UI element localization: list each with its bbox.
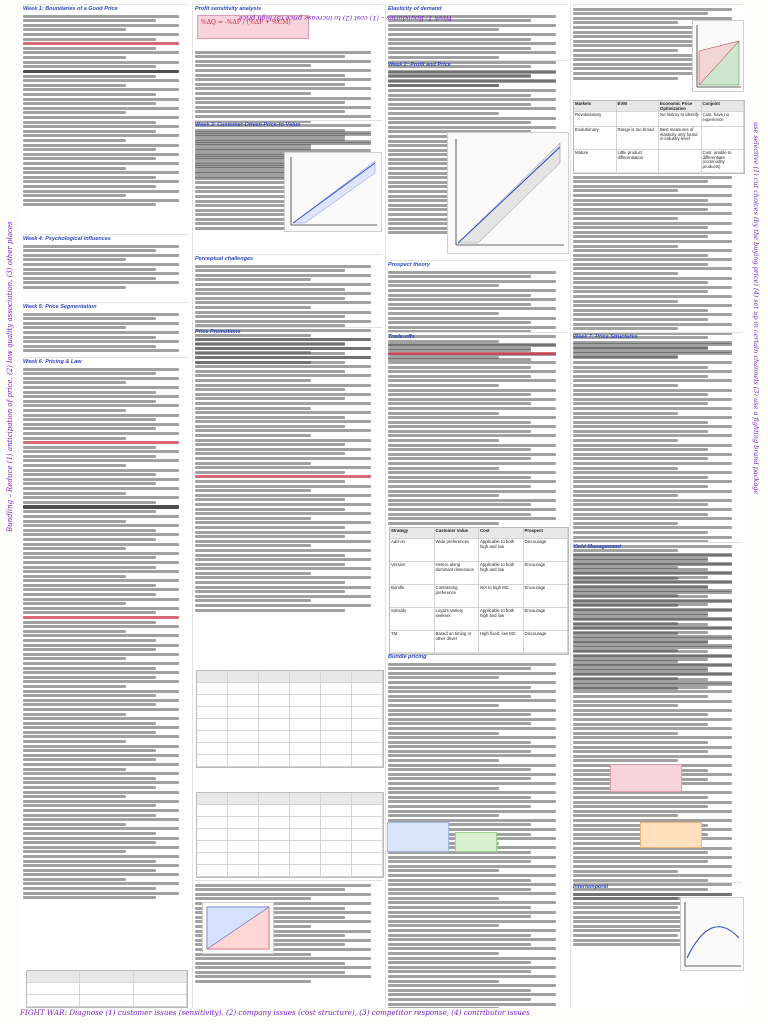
prospect-header: Prospect <box>524 528 569 538</box>
section-title: Week 7: Price Structures <box>573 334 638 340</box>
section-title: Perceptual challenges <box>195 256 254 262</box>
bottom-note: FIGHT WAR: Diagnose (1) customer issues (sensitivity), (2) company issues (cost structure), (3) competitor response, (4) contributor issues <box>20 1008 530 1017</box>
section-title: Bundle pricing <box>388 654 427 660</box>
section-title: Week 1: Boundaries of a Good Price <box>23 6 118 12</box>
markets-table <box>573 100 745 174</box>
diagram-box <box>387 822 449 852</box>
conjoint-header: Conjoint <box>702 101 745 111</box>
demand-curve-chart <box>447 132 569 254</box>
top-margin-note: Week 1: Boundaries – (1) cost (2) to increase price (3) high price <box>238 14 452 22</box>
cheat-sheet <box>6 2 760 1008</box>
section-title: Prospect theory <box>388 262 430 268</box>
table-cell <box>702 127 745 149</box>
column-3 <box>385 2 571 1008</box>
data-table-2 <box>196 792 384 878</box>
table-cell: Best measures of elasticity only found in industry-level <box>659 127 702 149</box>
section-boundaries <box>23 4 189 208</box>
table-cell <box>617 112 660 126</box>
data-table <box>196 670 384 768</box>
column-1 <box>20 2 193 1008</box>
intertemporal-svg <box>681 898 743 970</box>
evm-header: EVM <box>617 101 660 111</box>
table-cell: Mature <box>574 150 617 172</box>
section-title: Trade-offs <box>388 334 415 340</box>
section-trade-offs <box>388 332 567 526</box>
cost-header: Cost <box>479 528 524 538</box>
table-cell: Cust. have no experience <box>702 112 745 126</box>
table-cell: High fixed; low MC <box>479 631 524 653</box>
table-cell: Encourage <box>524 562 569 584</box>
table-cell: Revolutionary <box>574 112 617 126</box>
table-cell: Add-on <box>390 539 435 561</box>
table-cell: No history to identify <box>659 112 702 126</box>
formula: %ΔQ = -%ΔP / (%ΔP + %CM) <box>201 19 291 26</box>
table-cell: Based on timing or other driver <box>435 631 480 653</box>
column-2 <box>192 2 386 1008</box>
diagram-box <box>455 832 497 852</box>
table-cell: Wide preferences <box>435 539 480 561</box>
mini-table <box>26 970 188 1008</box>
table-cell: N/A to high MC <box>479 585 524 607</box>
section-psychological <box>23 234 189 291</box>
table-cell: TM <box>390 631 435 653</box>
demand-curve-svg <box>448 133 568 253</box>
table-cell: Version <box>390 562 435 584</box>
table-cell: Loyal's Variety seekers <box>435 608 480 630</box>
highlight-box <box>640 822 702 848</box>
section-title: Yield Management <box>573 544 622 550</box>
section-title: Profit sensitivity analysis <box>195 6 262 12</box>
price-quality-svg <box>203 903 273 953</box>
table-cell: Applicable to both high and low <box>479 539 524 561</box>
table-cell: Evolutionary <box>574 127 617 149</box>
table-cell: Encourage <box>524 585 569 607</box>
table-cell: Cust. unable to differentiate (commodity products) <box>702 150 745 172</box>
section-title: Week 4: Psychological Influences <box>23 236 111 242</box>
value-map-svg <box>285 153 381 231</box>
section-title: Week 6: Pricing & Law <box>23 359 82 365</box>
table-cell <box>659 150 702 172</box>
customer-value-header: Customer Value <box>435 528 480 538</box>
stacked-bar-chart <box>692 20 744 92</box>
table-cell: Contrasting preference <box>435 585 480 607</box>
price-quality-chart <box>202 902 274 954</box>
value-map-chart <box>284 152 382 232</box>
left-margin-note: Bundling – Reduce (1) anticipation of price, (2) low quality association, (3) other places <box>6 221 14 532</box>
right-margin-note: use selective (1) cut choices (by the buying price) (4) set up in certain channels (3) use a fighting brand package <box>752 122 760 495</box>
table-cell: Bundle <box>390 585 435 607</box>
column-4 <box>570 2 745 1008</box>
section-price-promotions <box>195 327 382 613</box>
table-cell: Applicable to both high and low <box>479 608 524 630</box>
intertemporal-chart <box>680 897 744 971</box>
table-cell: Discourage <box>524 539 569 561</box>
section-title: Price Promotions <box>195 329 241 335</box>
section-title: Week 5: Price Segmentation <box>23 304 97 310</box>
table-cell: Encourage <box>524 608 569 630</box>
section-title: Week 2: Profit and Price <box>388 62 451 68</box>
table-cell: Range is too broad <box>617 127 660 149</box>
strategy-header: Strategy <box>390 528 435 538</box>
highlight-box <box>610 764 682 792</box>
section-title: Week 3: Customer-Driven Price-to-Value <box>195 122 301 128</box>
stacked-bar-svg <box>693 21 743 91</box>
section-title: Elasticity of demand <box>388 6 442 12</box>
table-cell: Applicable to both high and low <box>479 562 524 584</box>
econ-header: Economic Price Optimization <box>659 101 702 111</box>
table-cell: Subsidy <box>390 608 435 630</box>
section-segmentation <box>23 302 189 354</box>
markets-header: Markets <box>574 101 617 111</box>
section-pricing-law <box>23 357 189 901</box>
table-cell: Little product differentiation <box>617 150 660 172</box>
section-title: Intertemporal <box>573 884 609 890</box>
table-cell: Hetero along dominant dimension <box>435 562 480 584</box>
strategy-table <box>389 527 569 655</box>
table-cell: Discourage <box>524 631 569 653</box>
